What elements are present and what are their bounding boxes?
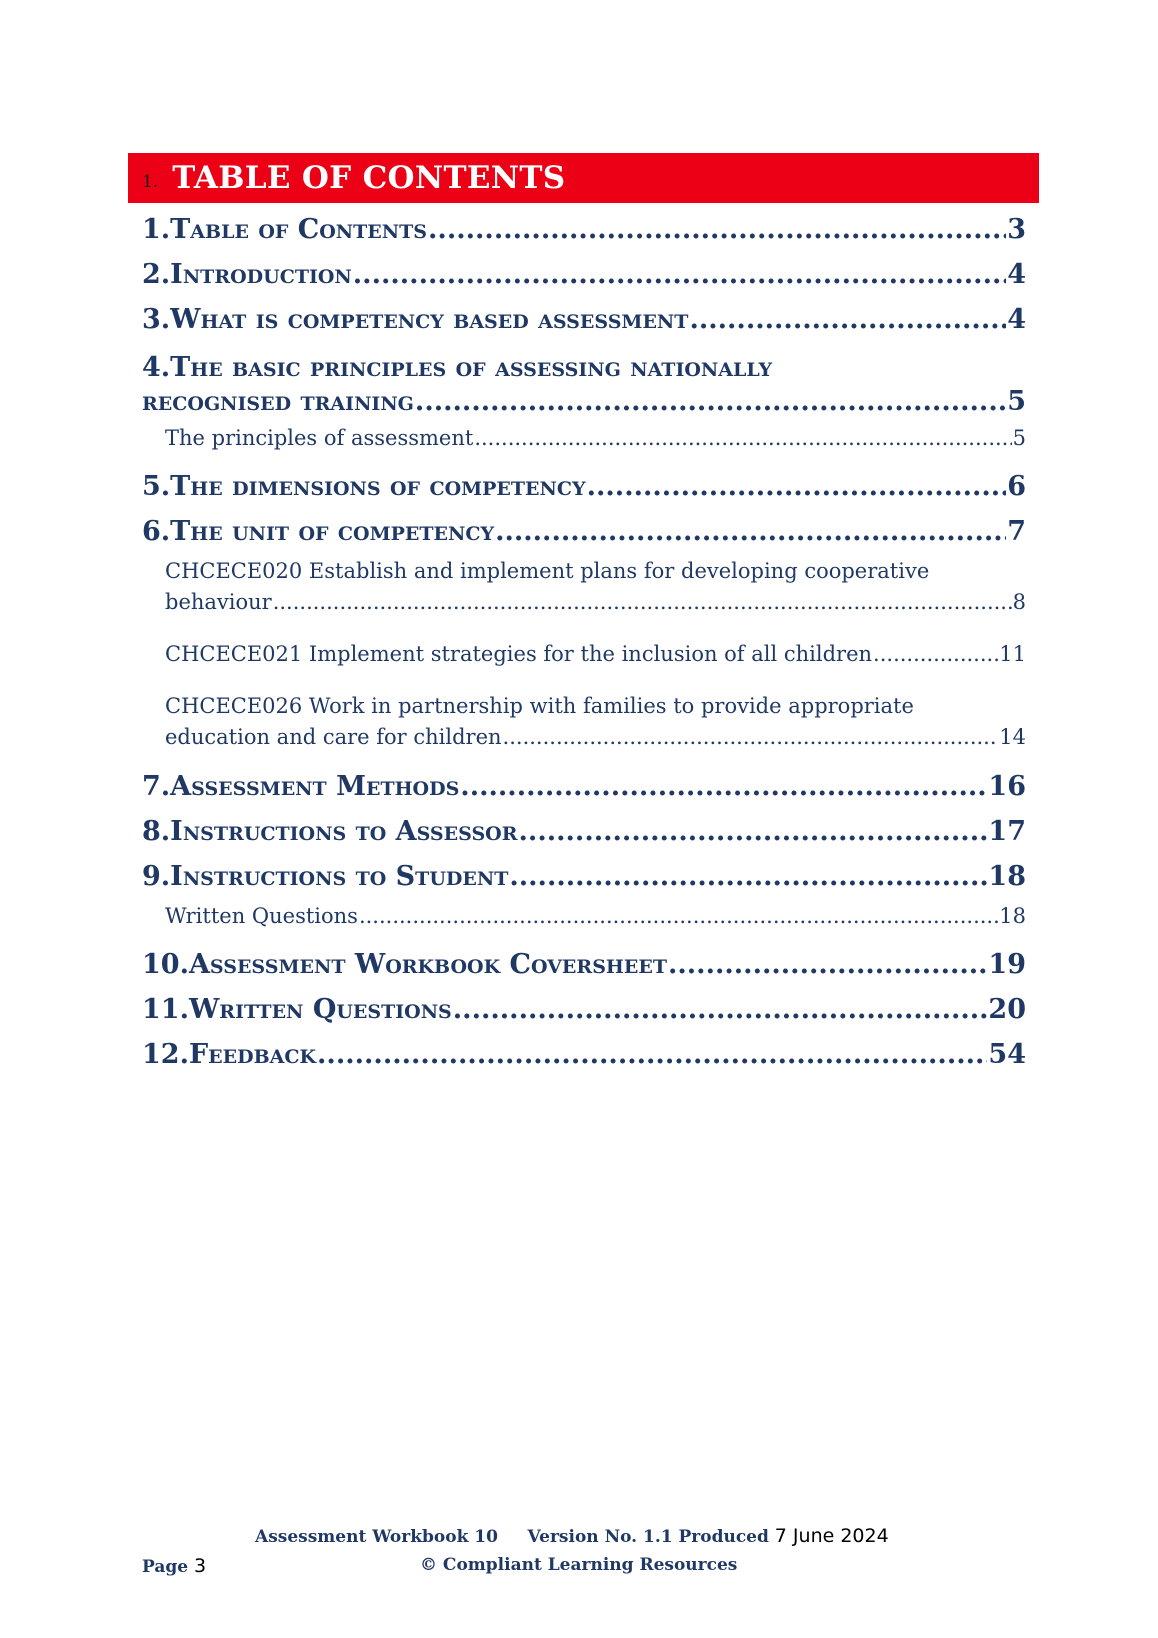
footer-page-label: Page <box>142 1557 189 1577</box>
footer-document-info <box>255 1525 889 1547</box>
toc-entries <box>142 214 1026 1084</box>
toc-entry-chcece026[interactable]: CHCECE026 Work in partnership with families to provide appropriate education and care for children ..... 14 <box>142 691 1026 753</box>
toc-entry-basic-principles[interactable]: 4.The basic principles of assessing nationally recognised training ..... 5 <box>142 349 1026 423</box>
toc-entry-feedback[interactable]: 12.Feedback ..... 54 <box>142 1039 1026 1084</box>
footer-page-number: 3 <box>193 1555 207 1577</box>
toc-entry-written-questions[interactable]: 11.Written Questions ..... 20 <box>142 994 1026 1039</box>
toc-entry-unit-of-competency[interactable]: 6.The unit of competency ..... 7 <box>142 516 1026 556</box>
toc-entry-chcece020[interactable]: CHCECE020 Establish and implement plans for developing cooperative behaviour ..... 8 <box>142 556 1026 618</box>
toc-entry-dimensions-of-competency[interactable]: 5.The dimensions of competency ..... 6 <box>142 471 1026 516</box>
toc-entry-instructions-to-student[interactable]: 9.Instructions to Student ..... 18 <box>142 861 1026 901</box>
toc-entry-principles-of-assessment[interactable]: The principles of assessment ..... 5 <box>142 423 1026 463</box>
footer-workbook: Assessment Workbook 10 <box>255 1527 498 1547</box>
footer-version: Version No. 1.1 Produced <box>527 1527 769 1547</box>
toc-entry-instructions-to-assessor[interactable]: 8.Instructions to Assessor ..... 17 <box>142 816 1026 861</box>
footer-copyright: © Compliant Learning Resources <box>420 1555 738 1575</box>
toc-entry-table-of-contents[interactable]: 1.Table of Contents ..... 3 <box>142 214 1026 259</box>
toc-entry-workbook-coversheet[interactable]: 10.Assessment Workbook Coversheet ..... 19 <box>142 949 1026 994</box>
toc-entry-chcece021[interactable]: CHCECE021 Implement strategies for the inclusion of all children ..... 11 <box>142 639 1026 670</box>
toc-entry-assessment-methods[interactable]: 7.Assessment Methods ..... 16 <box>142 771 1026 816</box>
heading-number: 1. <box>142 172 159 192</box>
toc-entry-competency-based-assessment[interactable]: 3.What is competency based assessment ..... 4 <box>142 304 1026 349</box>
heading-title: TABLE OF CONTENTS <box>172 160 566 196</box>
footer-date: 7 June 2024 <box>774 1525 889 1547</box>
toc-heading-bar <box>128 153 1039 203</box>
toc-entry-introduction[interactable]: 2.Introduction ..... 4 <box>142 259 1026 304</box>
toc-entry-written-questions-sub[interactable]: Written Questions ..... 18 <box>142 901 1026 941</box>
footer-page-info <box>142 1555 1042 1577</box>
